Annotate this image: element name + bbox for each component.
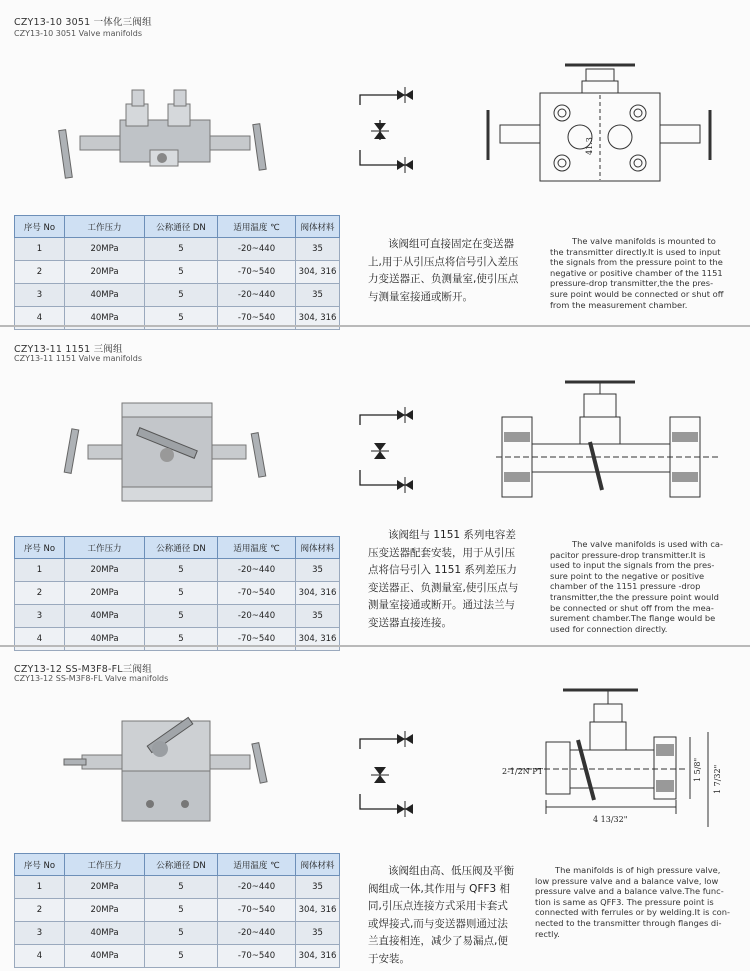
valve-photo xyxy=(50,80,280,190)
table-cell: 4 xyxy=(15,945,65,968)
table-row xyxy=(15,582,340,605)
table-row xyxy=(15,876,340,899)
valve-schematic xyxy=(355,729,425,824)
section-czy13-12 xyxy=(0,647,750,971)
table-cell: 35 xyxy=(296,922,340,945)
table-cell: 5 xyxy=(145,582,218,605)
table-cell: 304, 316 xyxy=(296,307,340,330)
table-row xyxy=(15,559,340,582)
table-cell: -70~540 xyxy=(218,582,296,605)
table-cell: 20MPa xyxy=(65,238,145,261)
table-cell: 5 xyxy=(145,307,218,330)
dimension-drawing xyxy=(470,55,725,185)
section-title-zh: CZY13-10 3051 一体化三阀组 xyxy=(14,17,152,28)
table-cell: 304, 316 xyxy=(296,261,340,284)
dimension-drawing xyxy=(498,682,728,832)
dim-label-thread: 2-1/2N PT xyxy=(502,767,543,776)
spec-table xyxy=(14,215,340,330)
table-cell: -20~440 xyxy=(218,922,296,945)
table-cell: 2 xyxy=(15,899,65,922)
table-cell: 5 xyxy=(145,945,218,968)
table-cell: 4 xyxy=(15,628,65,651)
description-en: The manifolds is of high pressure valve, low pressure valve and a balance valve, low pressure valve and a balance valve.The func- tion is same as QFF3. The pressure point is connected with ferrules or by welding.It is con- nected to the transmitter through flanges di- rectly. xyxy=(535,865,731,939)
description-en: The valve manifolds is mounted to the transmitter directly.It is used to input the signals from the pressure point to the negative or positive chamber of the 1151 pressure-drop transmitter,the the pres- sure point would be connected or shut off from the measurement chamber. xyxy=(550,236,724,310)
table-cell: 35 xyxy=(296,605,340,628)
table-row xyxy=(15,238,340,261)
description-zh: 该阀组与 1151 系列电容差 压变送器配套安装，用于从引压 点将信号引入 1151 系列差压力 变送器正、负测量室,使引压点与 测量室接通或断开。通过法兰与 变送器直接连接。 xyxy=(368,529,519,629)
table-cell: 4 xyxy=(15,307,65,330)
table-cell: -20~440 xyxy=(218,559,296,582)
table-cell: -70~540 xyxy=(218,628,296,651)
table-cell: 40MPa xyxy=(65,628,145,651)
section-czy13-10 xyxy=(0,0,750,325)
dim-label-h1: 1 5/8" xyxy=(693,757,702,782)
table-cell: 40MPa xyxy=(65,307,145,330)
valve-photo xyxy=(60,395,275,510)
description-zh: 该阀组由高、低压阀及平衡 阀组成一体,其作用与 QFF3 相 同,引压点连接方式采用卡套式 或焊接式,而与变送器则通过法 兰直接相连，减少了易漏点,便 于安装。 xyxy=(368,865,514,965)
table-cell: 40MPa xyxy=(65,945,145,968)
table-cell: 5 xyxy=(145,876,218,899)
table-cell: 5 xyxy=(145,261,218,284)
table-cell: 20MPa xyxy=(65,899,145,922)
table-cell: 35 xyxy=(296,559,340,582)
table-cell: 1 xyxy=(15,876,65,899)
description-en: The valve manifolds is used with ca- pacitor pressure-drop transmitter.It is used to input the signals from the pres- sure point to the negative or positive chamber of the 1151 pressure -drop transmitter,the the pressure point would be connected or shut off from the mea- surement chamber.The flange would be used for connection directly. xyxy=(550,539,724,634)
table-cell: 304, 316 xyxy=(296,582,340,605)
table-cell: 5 xyxy=(145,284,218,307)
table-cell: 304, 316 xyxy=(296,899,340,922)
col-temp: 适用温度 ℃ xyxy=(218,216,296,238)
dim-label-h2: 1 7/32" xyxy=(713,764,722,794)
table-cell: 20MPa xyxy=(65,582,145,605)
table-row xyxy=(15,261,340,284)
table-row xyxy=(15,922,340,945)
section-title-zh: CZY13-12 SS-M3F8-FL三阀组 xyxy=(14,664,152,675)
table-cell: 35 xyxy=(296,284,340,307)
section-czy13-11 xyxy=(0,327,750,645)
table-cell: 35 xyxy=(296,238,340,261)
valve-schematic xyxy=(355,85,425,180)
col-dn: 公称通径 DN xyxy=(145,216,218,238)
table-cell: 5 xyxy=(145,922,218,945)
dim-label-width: 4 13/32" xyxy=(593,815,628,824)
table-cell: 5 xyxy=(145,628,218,651)
col-pressure: 工作压力 xyxy=(65,216,145,238)
table-cell: 5 xyxy=(145,238,218,261)
dim-label: 41.3 xyxy=(585,137,594,155)
table-cell: 1 xyxy=(15,559,65,582)
table-cell: 304, 316 xyxy=(296,945,340,968)
table-cell: -20~440 xyxy=(218,876,296,899)
table-row xyxy=(15,605,340,628)
table-cell: 35 xyxy=(296,876,340,899)
table-cell: -70~540 xyxy=(218,307,296,330)
table-cell: 3 xyxy=(15,605,65,628)
table-cell: 3 xyxy=(15,922,65,945)
table-cell: 304, 316 xyxy=(296,628,340,651)
table-cell: 20MPa xyxy=(65,876,145,899)
valve-schematic xyxy=(355,405,425,500)
table-cell: 1 xyxy=(15,238,65,261)
section-title-zh: CZY13-11 1151 三阀组 xyxy=(14,344,123,355)
table-cell: 40MPa xyxy=(65,605,145,628)
table-cell: 2 xyxy=(15,261,65,284)
table-cell: -70~540 xyxy=(218,261,296,284)
spec-table: 序号 No 工作压力 公称通径 DN 适用温度 ℃ 阀体材料 1 20MPa 5 -20~440 35 2 20MPa 5 -70~540 304, 316 3 40MPa 5 -20~440 35 4 40MPa 5 -70~540 304, 316 xyxy=(14,853,340,968)
table-cell: 5 xyxy=(145,605,218,628)
section-title-en: CZY13-10 3051 Valve manifolds xyxy=(14,29,142,38)
col-no: 序号 No xyxy=(15,216,65,238)
dimension-drawing xyxy=(490,372,725,517)
valve-photo xyxy=(60,709,275,829)
table-cell: 20MPa xyxy=(65,559,145,582)
col-material: 阀体材料 xyxy=(296,216,340,238)
description-zh: 该阀组可直接固定在变送器 上,用于从引压点将信号引入差压 力变送器正、负测量室,使引压点 与测量室接通或断开。 xyxy=(368,238,519,303)
table-cell: 5 xyxy=(145,559,218,582)
section-title-en: CZY13-11 1151 Valve manifolds xyxy=(14,354,142,363)
table-cell: 40MPa xyxy=(65,284,145,307)
table-row xyxy=(15,284,340,307)
table-cell: 20MPa xyxy=(65,261,145,284)
table-cell: -20~440 xyxy=(218,605,296,628)
spec-table: 序号 No 工作压力 公称通径 DN 适用温度 ℃ 阀体材料 1 20MPa 5 -20~440 35 2 20MPa 5 -70~540 304, 316 3 40MPa 5 -20~440 35 4 40MPa 5 -70~540 304, 316 xyxy=(14,536,340,651)
table-cell: -20~440 xyxy=(218,284,296,307)
section-title-en: CZY13-12 SS-M3F8-FL Valve manifolds xyxy=(14,674,169,683)
table-cell: 2 xyxy=(15,582,65,605)
table-row xyxy=(15,899,340,922)
table-row xyxy=(15,945,340,968)
table-cell: 40MPa xyxy=(65,922,145,945)
table-cell: 3 xyxy=(15,284,65,307)
table-cell: -70~540 xyxy=(218,899,296,922)
table-cell: 5 xyxy=(145,899,218,922)
table-cell: -70~540 xyxy=(218,945,296,968)
table-cell: -20~440 xyxy=(218,238,296,261)
